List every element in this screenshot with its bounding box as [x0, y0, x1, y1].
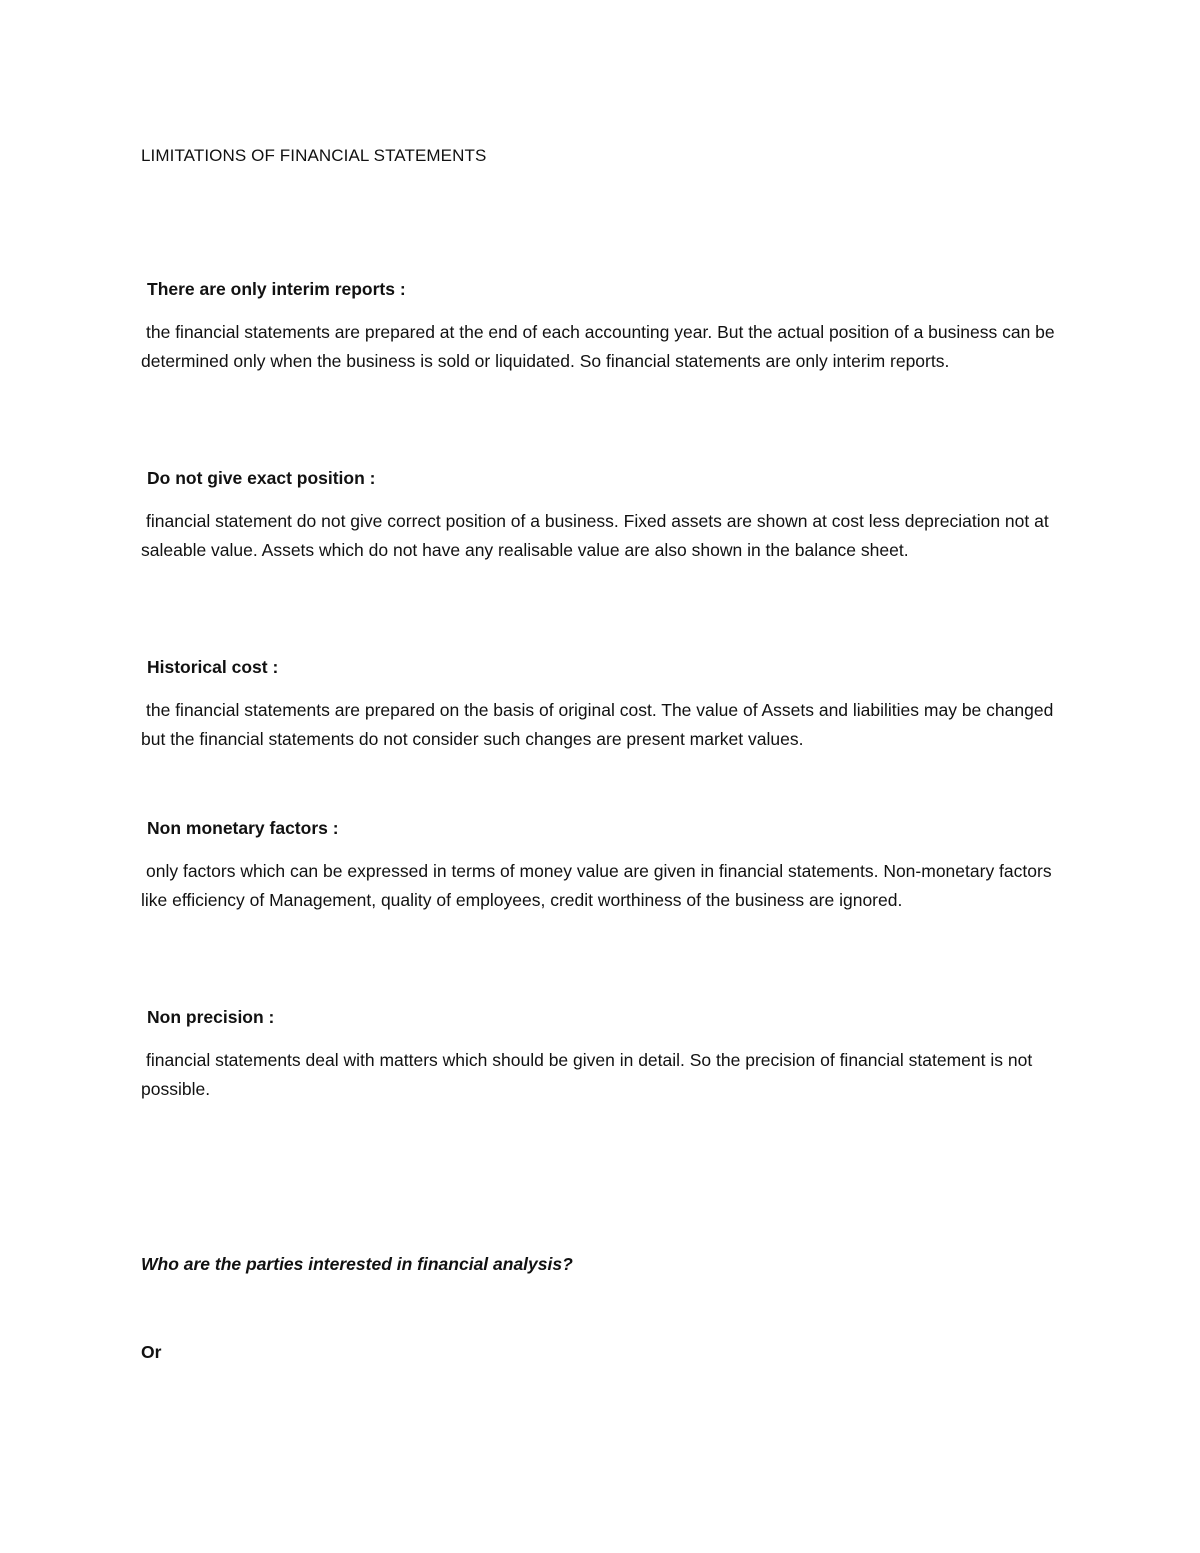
section-body: the financial statements are prepared on the basis of original cost. The value of Assets and liabilities may be changed but the financial statements do not consider such changes are present market values. [141, 700, 1054, 749]
section-non-precision [141, 1005, 1061, 1103]
section-heading: Historical cost : [147, 657, 279, 677]
question-heading: Who are the parties interested in financial analysis? [141, 1254, 573, 1274]
section-interim-reports [141, 277, 1061, 375]
section-body: financial statements deal with matters which should be given in detail. So the precision of financial statement is not possible. [141, 1050, 1033, 1099]
section-heading: Non monetary factors : [147, 818, 339, 838]
section-exact-position [141, 466, 1061, 564]
section-non-monetary [141, 816, 1061, 914]
section-heading: Do not give exact position : [147, 468, 376, 488]
section-heading: Non precision : [147, 1007, 275, 1027]
or-label: Or [141, 1342, 162, 1362]
section-heading: There are only interim reports : [147, 279, 406, 299]
section-body: financial statement do not give correct position of a business. Fixed assets are shown at cost less depreciation not at saleable value. Assets which do not have any realisable value are also shown in the balance sheet. [141, 511, 1049, 560]
document-title: LIMITATIONS OF FINANCIAL STATEMENTS [141, 146, 487, 165]
section-body: only factors which can be expressed in terms of money value are given in financial statements. Non-monetary factors like efficiency of Management, quality of employees, credit worthiness of the business are ignored. [141, 861, 1052, 910]
section-body: the financial statements are prepared at the end of each accounting year. But the actual position of a business can be determined only when the business is sold or liquidated. So financial statements are only interim reports. [141, 322, 1055, 371]
section-historical-cost [141, 655, 1061, 753]
